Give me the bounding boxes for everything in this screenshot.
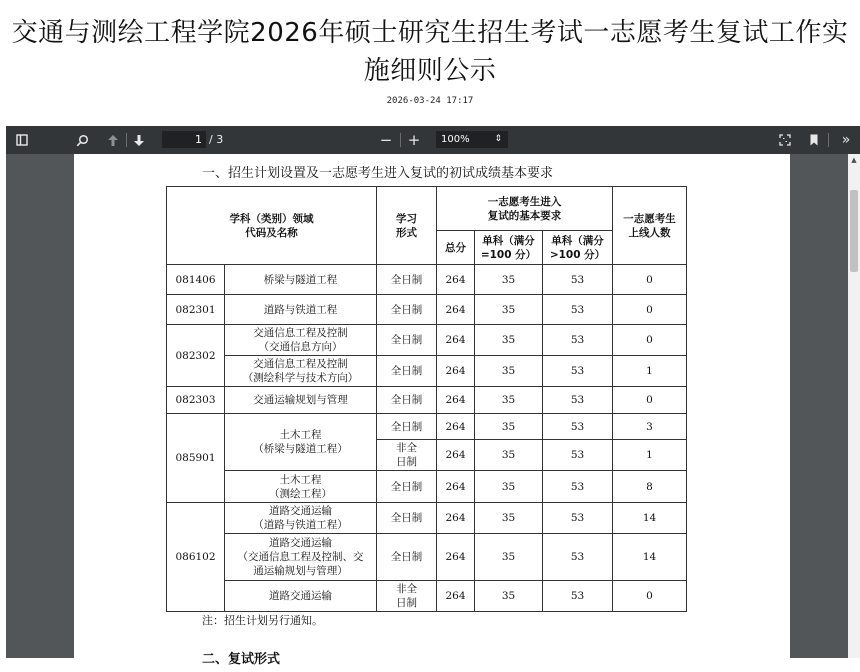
- row-mode: 全日制: [377, 534, 437, 581]
- table-row: [167, 295, 687, 325]
- row-count: 14: [613, 503, 687, 534]
- table-row: [167, 414, 687, 440]
- row-mode: 全日制: [377, 387, 437, 414]
- table-note: 注：招生计划另行通知。: [202, 614, 323, 627]
- header-single-100: 单科（满分 =100 分）: [475, 231, 543, 265]
- row-mode: 全日制: [377, 471, 437, 503]
- row-total: 264: [437, 503, 475, 534]
- row-name: 土木工程 （测绘工程）: [225, 471, 377, 503]
- row-mode: 全日制: [377, 414, 437, 440]
- row-name: 土木工程 （桥梁与隧道工程）: [225, 414, 377, 471]
- row-single-100: 35: [475, 295, 543, 325]
- row-count: 14: [613, 534, 687, 581]
- row-total: 264: [437, 356, 475, 387]
- row-code: 082301: [167, 295, 225, 325]
- row-count: 3: [613, 414, 687, 440]
- row-total: 264: [437, 295, 475, 325]
- row-code: 082303: [167, 387, 225, 414]
- header-online-count: 一志愿考生 上线人数: [613, 187, 687, 265]
- sidebar-toggle-button[interactable]: [12, 126, 32, 154]
- table-row: [167, 471, 687, 503]
- row-single-100: 35: [475, 581, 543, 612]
- more-tools-icon[interactable]: »: [841, 132, 851, 148]
- row-mode: 全日制: [377, 325, 437, 356]
- row-code: 085901: [167, 414, 225, 503]
- row-single-over-100: 53: [543, 387, 613, 414]
- row-single-100: 35: [475, 265, 543, 295]
- scroll-up-icon[interactable]: ▲: [851, 156, 857, 164]
- row-mode: 全日制: [377, 265, 437, 295]
- table-row: [167, 356, 687, 387]
- chevron-updown-icon: ⇕: [494, 134, 502, 144]
- publish-date: 2026-03-24 17:17: [386, 96, 474, 106]
- row-single-100: 35: [475, 414, 543, 440]
- row-mode: 全日制: [377, 356, 437, 387]
- row-single-over-100: 53: [543, 534, 613, 581]
- table-row: [167, 265, 687, 295]
- row-count: 0: [613, 581, 687, 612]
- row-code: 082302: [167, 325, 225, 387]
- row-name: 交通信息工程及控制 （测绘科学与技术方向）: [225, 356, 377, 387]
- row-single-over-100: 53: [543, 356, 613, 387]
- zoom-select[interactable]: [436, 131, 508, 148]
- zoom-in-button[interactable]: +: [407, 131, 421, 149]
- row-count: 0: [613, 265, 687, 295]
- row-single-over-100: 53: [543, 295, 613, 325]
- previous-page-button[interactable]: [104, 126, 122, 154]
- row-name: 道路交通运输 （交通信息工程及控制、交 通运输规划与管理）: [225, 534, 377, 581]
- sidebar-toggle-icon: [16, 134, 28, 146]
- row-code: 086102: [167, 503, 225, 612]
- pdf-viewer[interactable]: [6, 126, 860, 667]
- header-discipline: 学科（类别）领域 代码及名称: [167, 187, 377, 265]
- row-name: 桥梁与隧道工程: [225, 265, 377, 295]
- row-total: 264: [437, 414, 475, 440]
- row-total: 264: [437, 325, 475, 356]
- row-code: 081406: [167, 265, 225, 295]
- header-mode: 学习 形式: [377, 187, 437, 265]
- row-name: 道路交通运输: [225, 581, 377, 612]
- row-single-over-100: 53: [543, 440, 613, 471]
- page-count: / 3: [209, 133, 224, 146]
- row-total: 264: [437, 387, 475, 414]
- header-total: 总分: [437, 231, 475, 265]
- row-count: 1: [613, 356, 687, 387]
- row-total: 264: [437, 581, 475, 612]
- table-row: [167, 325, 687, 356]
- bookmark-button[interactable]: [806, 126, 822, 154]
- section-2-heading: 二、复试形式: [202, 652, 281, 667]
- row-mode: 全日制: [377, 295, 437, 325]
- arrow-up-icon: [107, 134, 119, 147]
- row-mode: 全日制: [377, 503, 437, 534]
- scrollbar-thumb[interactable]: [850, 190, 858, 272]
- table-row: [167, 387, 687, 414]
- row-total: 264: [437, 471, 475, 503]
- row-count: 0: [613, 325, 687, 356]
- row-single-over-100: 53: [543, 265, 613, 295]
- bookmark-icon: [809, 134, 819, 146]
- row-name: 道路与铁道工程: [225, 295, 377, 325]
- pdf-page: [74, 154, 790, 667]
- table-row: [167, 503, 687, 534]
- row-single-100: 35: [475, 356, 543, 387]
- zoom-out-button[interactable]: −: [379, 131, 393, 149]
- next-page-button[interactable]: [130, 126, 148, 154]
- arrow-down-icon: [133, 134, 145, 147]
- row-name: 交通运输规划与管理: [225, 387, 377, 414]
- row-total: 264: [437, 534, 475, 581]
- row-single-100: 35: [475, 534, 543, 581]
- row-count: 0: [613, 295, 687, 325]
- row-single-over-100: 53: [543, 471, 613, 503]
- row-name: 道路交通运输 （道路与铁道工程）: [225, 503, 377, 534]
- table-row: [167, 581, 687, 612]
- row-count: 8: [613, 471, 687, 503]
- row-single-over-100: 53: [543, 581, 613, 612]
- row-total: 264: [437, 440, 475, 471]
- row-single-100: 35: [475, 440, 543, 471]
- page-number-input[interactable]: 1: [162, 131, 206, 148]
- zoom-value: 100%: [441, 134, 470, 145]
- section-heading: 一、招生计划设置及一志愿考生进入复试的初试成绩基本要求: [202, 166, 554, 181]
- search-button[interactable]: [72, 126, 92, 154]
- header-single-over-100: 单科（满分 >100 分）: [543, 231, 613, 265]
- row-single-100: 35: [475, 387, 543, 414]
- row-single-100: 35: [475, 325, 543, 356]
- header-requirements: 一志愿考生进入 复试的基本要求: [437, 187, 613, 231]
- fit-page-button[interactable]: [776, 126, 794, 154]
- row-single-over-100: 53: [543, 325, 613, 356]
- row-single-100: 35: [475, 503, 543, 534]
- row-mode: 非全 日制: [377, 581, 437, 612]
- table-row: [167, 534, 687, 581]
- row-single-over-100: 53: [543, 414, 613, 440]
- row-mode: 非全 日制: [377, 440, 437, 471]
- requirements-table: [166, 186, 687, 612]
- row-single-over-100: 53: [543, 503, 613, 534]
- row-count: 0: [613, 387, 687, 414]
- row-single-100: 35: [475, 471, 543, 503]
- page-title: 交通与测绘工程学院2026年硕士研究生招生考试一志愿考生复试工作实施细则公示: [11, 18, 849, 86]
- row-name: 交通信息工程及控制 （交通信息方向）: [225, 325, 377, 356]
- pdf-toolbar: [6, 126, 860, 154]
- row-total: 264: [437, 265, 475, 295]
- fit-to-page-icon: [779, 134, 791, 146]
- row-count: 1: [613, 440, 687, 471]
- search-icon: [76, 134, 89, 147]
